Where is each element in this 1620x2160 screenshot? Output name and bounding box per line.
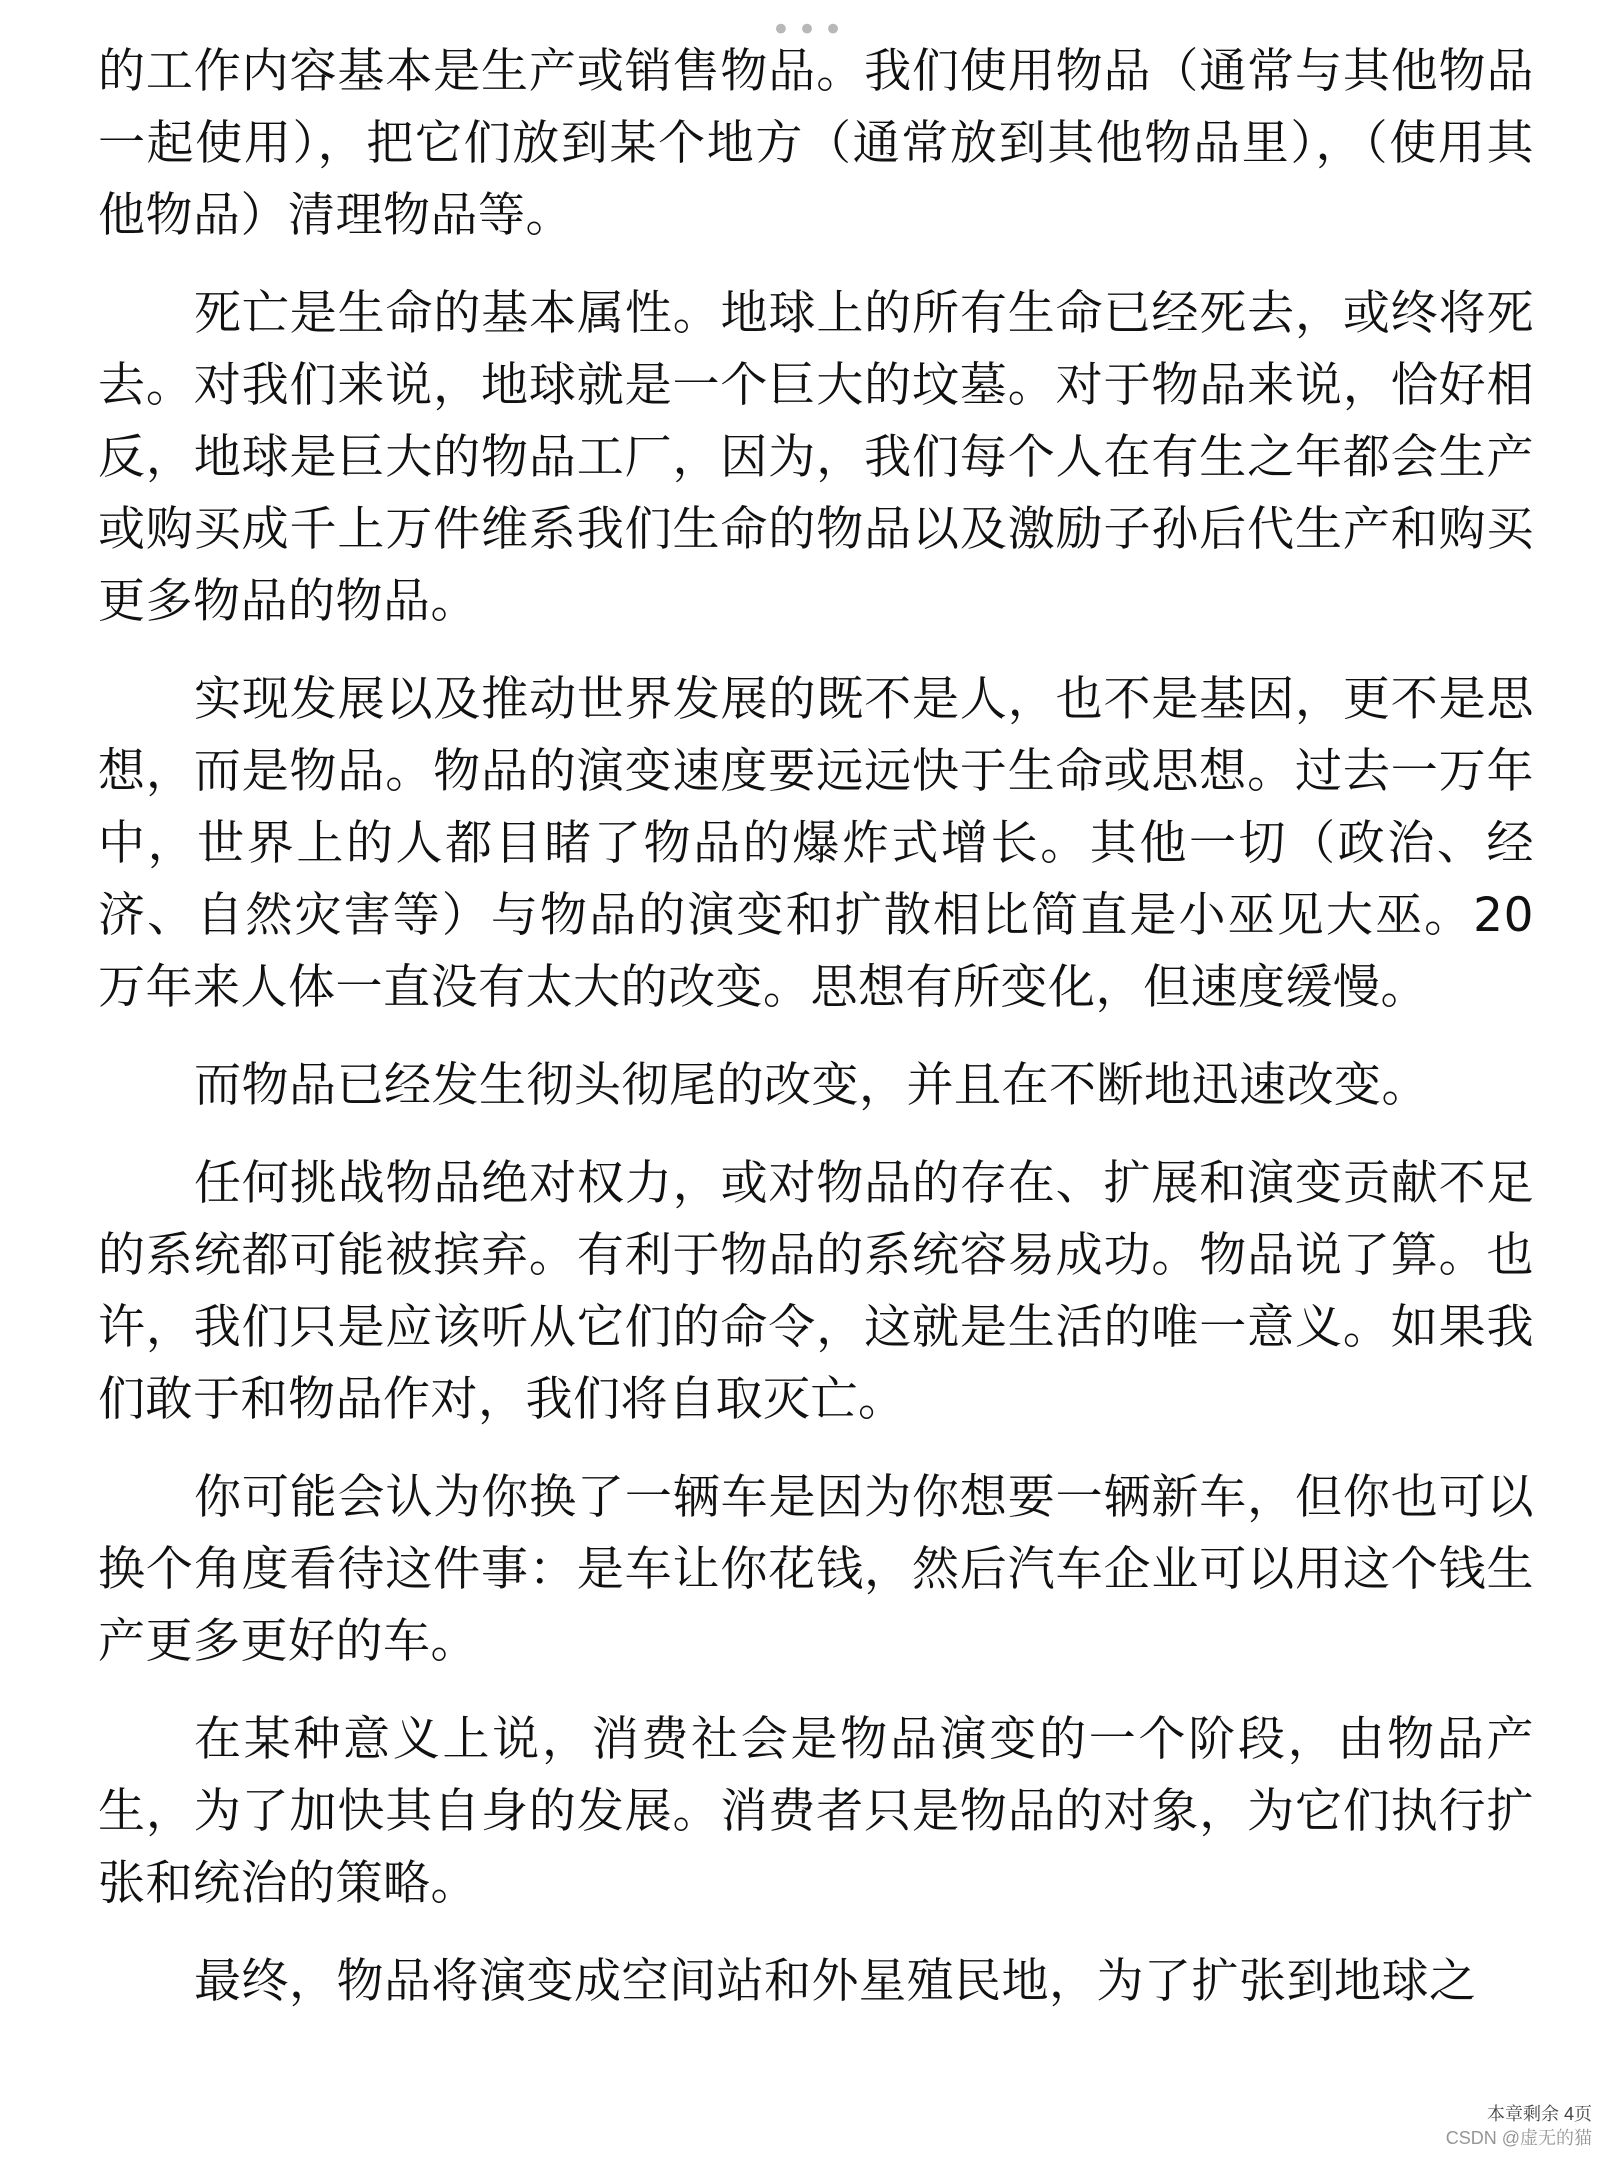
paragraph-4: 而物品已经发生彻头彻尾的改变，并且在不断地迅速改变。 (194, 1058, 1429, 1113)
paragraph-6: 你可能会认为你换了一辆车是因为你想要一辆新车，但你也可以换个角度看待这件事：是车让你花钱，然后汽车企业可以用这个钱生产更多更好的车。 (98, 1470, 1534, 1669)
drag-handle-icon[interactable]: ••• (770, 10, 850, 50)
paragraph-8: 最终，物品将演变成空间站和外星殖民地，为了扩张到地球之 (194, 1954, 1477, 2009)
paragraph-7: 在某种意义上说，消费社会是物品演变的一个阶段，由物品产生，为了加快其自身的发展。消费者只是物品的对象，为它们执行扩张和统治的策略。 (98, 1712, 1534, 1911)
paragraph-3: 实现发展以及推动世界发展的既不是人，也不是基因，更不是思想，而是物品。物品的演变速度要远远快于生命或思想。过去一万年中，世界上的人都目睹了物品的爆炸式增长。其他一切（政治、经济、自然灾害等）与物品的演变和扩散相比简直是小巫见大巫。20万年来人体一直没有太大的改变。思想有所变化，但速度缓慢。 (98, 672, 1534, 1015)
paragraph-1: 的工作内容基本是生产或销售物品。我们使用物品（通常与其他物品一起使用），把它们放到某个地方（通常放到其他物品里），（使用其他物品）清理物品等。 (98, 44, 1534, 243)
paragraph-2: 死亡是生命的基本属性。地球上的所有生命已经死去，或终将死去。对我们来说，地球就是一个巨大的坟墓。对于物品来说，恰好相反，地球是巨大的物品工厂，因为，我们每个人在有生之年都会生产或购买成千上万件维系我们生命的物品以及激励子孙后代生产和购买更多物品的物品。 (98, 286, 1534, 629)
paragraph-5: 任何挑战物品绝对权力，或对物品的存在、扩展和演变贡献不足的系统都可能被摈弃。有利于物品的系统容易成功。物品说了算。也许，我们只是应该听从它们的命令，这就是生活的唯一意义。如果我们敢于和物品作对，我们将自取灭亡。 (98, 1156, 1534, 1427)
watermark: CSDN @虚无的猫 (1445, 2128, 1592, 2148)
chapter-pages-remaining: 本章剩余 4页 (1486, 2104, 1592, 2124)
page-footer (1446, 2102, 1592, 2150)
reading-pane (98, 36, 1534, 2044)
